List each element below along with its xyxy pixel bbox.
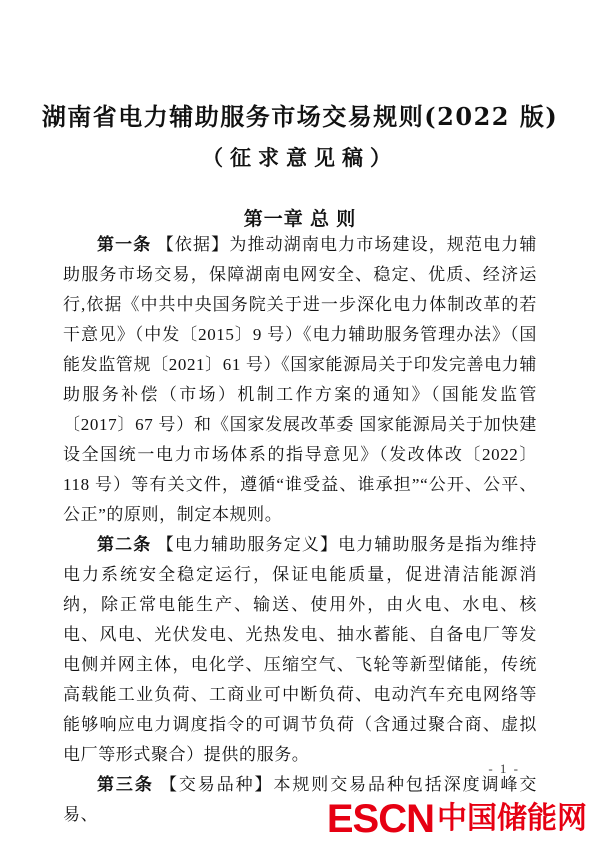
- article-2-topic: 【电力辅助服务定义】: [156, 535, 339, 554]
- document-title: 湖南省电力辅助服务市场交易规则(2022 版): [41, 102, 559, 131]
- escn-logo-chinese-text: 中国储能网: [437, 802, 587, 835]
- paragraph-article-2: [63, 530, 537, 770]
- escn-logo-latin-text: ESCN: [326, 797, 434, 841]
- document-subtitle: （征求意见稿）: [202, 145, 398, 170]
- article-2-text: 电力辅助服务是指为维持电力系统安全稳定运行，保证电能质量，促进清洁能源消纳，除正常电能生产、输送、使用外，由火电、水电、核电、风电、光伏发电、光热发电、抽水蓄能、自备电厂等发电侧并网主体，电化学、压缩空气、飞轮等新型储能，传统高载能工业负荷、工商业可中断负荷、电动汽车充电网络等能够响应电力调度指令的可调节负荷（含通过聚合商、虚拟电厂等形式聚合）提供的服务。: [63, 535, 537, 764]
- page-number: - 1 -: [488, 761, 520, 776]
- chapter-heading: 第一章 总 则: [243, 209, 357, 230]
- article-3-number: 第三条: [97, 775, 154, 794]
- escn-logo: [327, 797, 587, 841]
- document-body: [63, 230, 537, 830]
- article-1-number: 第一条: [97, 235, 152, 254]
- article-3-topic: 【交易品种】: [159, 775, 274, 794]
- paragraph-article-1: [63, 230, 537, 530]
- article-1-topic: 【依据】: [156, 235, 230, 254]
- article-1-text: 为推动湖南电力市场建设，规范电力辅助服务市场交易，保障湖南电网安全、稳定、优质、经济运行,依据《中共中央国务院关于进一步深化电力体制改革的若干意见》（中发〔2015〕9 号）《电力辅助服务管理办法》（国能发监管规〔2021〕61 号）《国家能源局关于印发完善电力辅助服务补偿（市场）机制工作方案的通知》（国能发监管〔2017〕67 号）和《国家发展改革委 国家能源局关于加快建设全国统一电力市场体系的指导意见》（发改体改〔2022〕118 号）等有关文件，遵循“谁受益、谁承担”“公开、公平、公正”的原则，制定本规则。: [63, 235, 537, 524]
- article-3-text: 本规则交易品种包括深度调峰交易、: [63, 775, 537, 824]
- article-2-number: 第二条: [97, 535, 152, 554]
